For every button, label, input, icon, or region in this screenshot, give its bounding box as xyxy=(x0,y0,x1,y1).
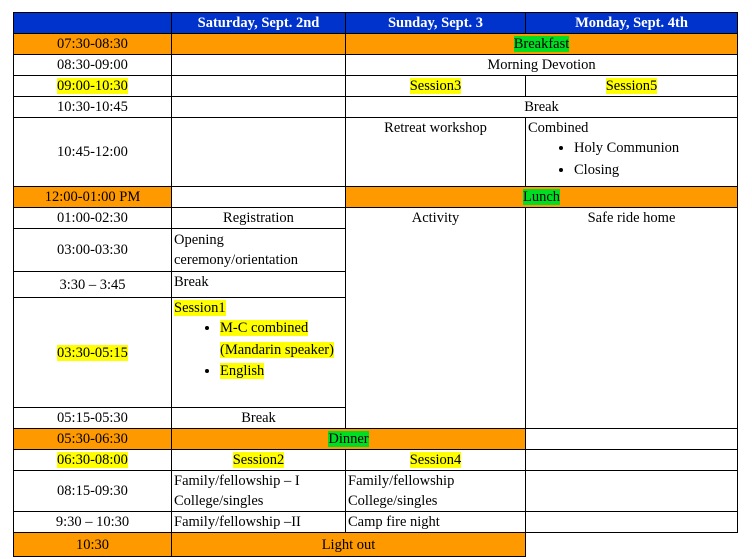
empty-cell xyxy=(172,76,346,97)
family-cell xyxy=(346,471,526,512)
family-text: Family/fellowship – I xyxy=(174,473,300,489)
table-row xyxy=(14,97,738,118)
session3-cell xyxy=(346,76,526,97)
empty-cell xyxy=(526,429,738,450)
time-cell: 10:45-12:00 xyxy=(14,118,172,187)
empty-cell xyxy=(172,187,346,208)
time-label: 06:30-08:00 xyxy=(57,452,128,468)
session2-cell xyxy=(172,450,346,471)
devotion-cell: Morning Devotion xyxy=(346,55,738,76)
session1-label: Session1 xyxy=(174,300,226,316)
time-cell: 05:30-06:30 xyxy=(14,429,172,450)
empty-cell xyxy=(526,450,738,471)
breakfast-label: Breakfast xyxy=(513,36,570,52)
time-cell xyxy=(14,298,172,408)
time-cell: 05:15-05:30 xyxy=(14,408,172,429)
lunch-label: Lunch xyxy=(522,189,561,205)
session4-label: Session4 xyxy=(409,452,462,468)
session3-label: Session3 xyxy=(409,78,462,94)
college-text: College/singles xyxy=(174,493,264,509)
family2-cell: Family/fellowship –II xyxy=(172,512,346,533)
list-item: • Holy Communion xyxy=(574,138,735,160)
break-cell: Break xyxy=(346,97,738,118)
lunch-cell xyxy=(346,187,738,208)
time-cell: 07:30-08:30 xyxy=(14,34,172,55)
opening-cell: Opening ceremony/orientation xyxy=(172,229,346,272)
time-label: 03:30-05:15 xyxy=(57,344,128,361)
empty-cell xyxy=(526,512,738,533)
table-row xyxy=(14,533,738,557)
time-cell: 10:30-10:45 xyxy=(14,97,172,118)
table-row xyxy=(14,450,738,471)
empty-cell xyxy=(172,34,346,55)
session4-cell xyxy=(346,450,526,471)
combined-label: Combined xyxy=(528,120,589,136)
table-row xyxy=(14,208,738,229)
activity-cell: Activity xyxy=(346,208,526,429)
time-cell xyxy=(14,76,172,97)
table-row xyxy=(14,512,738,533)
time-cell xyxy=(14,450,172,471)
break3-cell: Break xyxy=(172,408,346,429)
time-cell: 3:30 – 3:45 xyxy=(14,272,172,298)
family-cell xyxy=(172,471,346,512)
session5-label: Session5 xyxy=(605,78,658,94)
empty-cell xyxy=(526,533,738,557)
list-item: • English xyxy=(220,361,343,383)
combined-list xyxy=(528,138,735,181)
retreat-cell: Retreat workshop xyxy=(346,118,526,187)
family-text: Family/fellowship xyxy=(348,473,455,489)
time-cell: 12:00-01:00 PM xyxy=(14,187,172,208)
session5-cell xyxy=(526,76,738,97)
header-time xyxy=(14,13,172,34)
header-sunday: Sunday, Sept. 3 xyxy=(346,13,526,34)
time-cell: 08:15-09:30 xyxy=(14,471,172,512)
session1-list xyxy=(174,318,343,383)
empty-cell xyxy=(172,55,346,76)
empty-cell xyxy=(172,118,346,187)
college-text: College/singles xyxy=(348,493,438,509)
safe-ride-cell: Safe ride home xyxy=(526,208,738,429)
table-row xyxy=(14,118,738,187)
list-item: • M-C combined (Mandarin speaker) xyxy=(220,318,343,361)
empty-cell xyxy=(526,471,738,512)
table-row xyxy=(14,429,738,450)
dinner-cell xyxy=(172,429,526,450)
time-cell: 01:00-02:30 xyxy=(14,208,172,229)
session1-cell xyxy=(172,298,346,408)
breakfast-cell xyxy=(346,34,738,55)
break2-cell: Break xyxy=(172,272,346,298)
time-cell: 10:30 xyxy=(14,533,172,557)
lights-out-cell: Light out xyxy=(172,533,526,557)
list-item: • Closing xyxy=(574,160,735,182)
session2-label: Session2 xyxy=(232,452,285,468)
table-row xyxy=(14,471,738,512)
table-row xyxy=(14,55,738,76)
registration-cell: Registration xyxy=(172,208,346,229)
dinner-label: Dinner xyxy=(328,431,369,447)
time-label: 09:00-10:30 xyxy=(57,78,128,94)
time-cell: 03:00-03:30 xyxy=(14,229,172,272)
campfire-cell: Camp fire night xyxy=(346,512,526,533)
table-row xyxy=(14,76,738,97)
schedule-table xyxy=(13,12,738,557)
header-row xyxy=(14,13,738,34)
table-row xyxy=(14,187,738,208)
empty-cell xyxy=(172,97,346,118)
header-saturday: Saturday, Sept. 2nd xyxy=(172,13,346,34)
combined-cell xyxy=(526,118,738,187)
table-row xyxy=(14,34,738,55)
header-monday: Monday, Sept. 4th xyxy=(526,13,738,34)
time-cell: 9:30 – 10:30 xyxy=(14,512,172,533)
time-cell: 08:30-09:00 xyxy=(14,55,172,76)
